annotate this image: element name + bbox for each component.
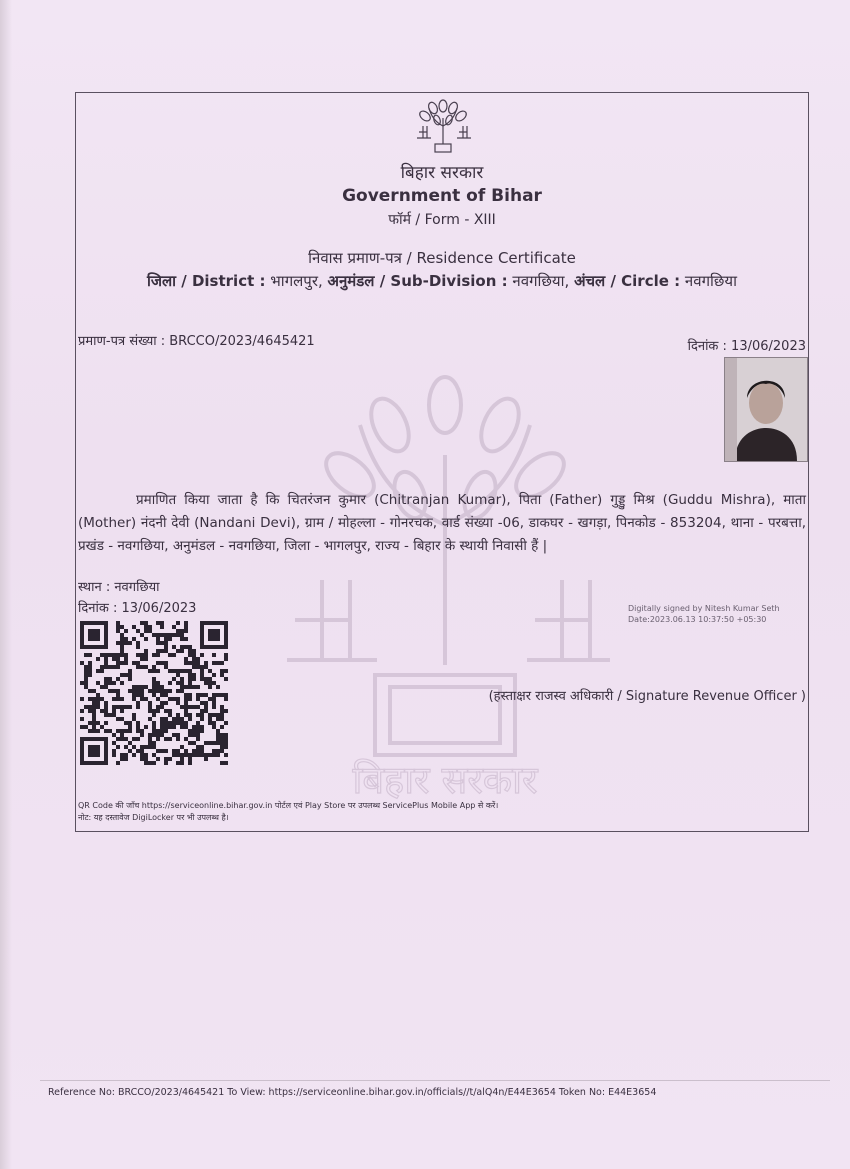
subdivision-label: अनुमंडल / Sub-Division : <box>327 272 508 290</box>
header-title-hindi: बिहार सरकार <box>400 163 484 183</box>
header-title-english: Government of Bihar <box>342 186 542 206</box>
signature-label: (हस्ताक्षर राजस्व अधिकारी / Signature Revenue Officer ) <box>488 689 806 704</box>
issue-place: स्थान : नवगछिया <box>78 580 160 595</box>
circle-value: नवगछिया <box>684 272 738 290</box>
qr-code[interactable] <box>80 621 228 765</box>
watermark-emblem-icon <box>280 365 610 805</box>
qr-note-line2: नोट: यह दस्तावेज DigiLocker पर भी उपलब्ध है। <box>78 813 229 822</box>
district-line <box>75 271 809 291</box>
applicant-photo <box>724 357 808 462</box>
qr-note-line1: QR Code की जाँच https://serviceonline.bihar.gov.in पोर्टल एवं Play Store पर उपलब्ध ServicePlus Mobile App से करें। <box>78 801 499 810</box>
district-label: जिला / District : <box>146 272 266 290</box>
bihar-emblem-icon <box>413 96 473 156</box>
qr-note <box>78 800 498 824</box>
certificate-date: दिनांक : 13/06/2023 <box>687 339 806 354</box>
certificate-number: प्रमाण-पत्र संख्या : BRCCO/2023/4645421 <box>78 334 315 349</box>
issue-date: दिनांक : 13/06/2023 <box>78 601 197 616</box>
district-value: भागलपुर, <box>270 272 323 290</box>
paper-edge <box>0 0 12 1169</box>
watermark-text: बिहार सरकार <box>352 758 538 802</box>
form-number: फॉर्म / Form - XIII <box>388 212 496 228</box>
footer-divider <box>40 1080 830 1081</box>
certificate-type: निवास प्रमाण-पत्र / Residence Certificate <box>308 249 576 267</box>
subdivision-value: नवगछिया, <box>512 272 570 290</box>
circle-label: अंचल / Circle : <box>574 272 681 290</box>
digital-signature <box>628 603 808 625</box>
digital-signature-signer: Digitally signed by Nitesh Kumar Seth <box>628 604 780 613</box>
digital-signature-date: Date:2023.06.13 10:37:50 +05:30 <box>628 615 767 624</box>
certificate-body: प्रमाणित किया जाता है कि चितरंजन कुमार (Chitranjan Kumar), पिता (Father) गुड्डु मिश्र (Guddu Mishra), माता (Mother) नंदनी देवी (Nandani Devi), ग्राम / मोहल्ला - गोनरचक, वार्ड संख्या -06, डाकघर - खगड़ा, पिनकोड - 853204, थाना - परबत्ता, प्रखंड - नवगछिया, अनुमंडल - नवगछिया, जिला - भागलपुर, राज्य - बिहार के स्थायी निवासी हैं | <box>78 492 806 554</box>
footer-reference: Reference No: BRCCO/2023/4645421 To View: https://serviceonline.bihar.gov.in/officials//t/alQ4n/E44E3654 Token No: E44E3654 <box>48 1087 657 1098</box>
